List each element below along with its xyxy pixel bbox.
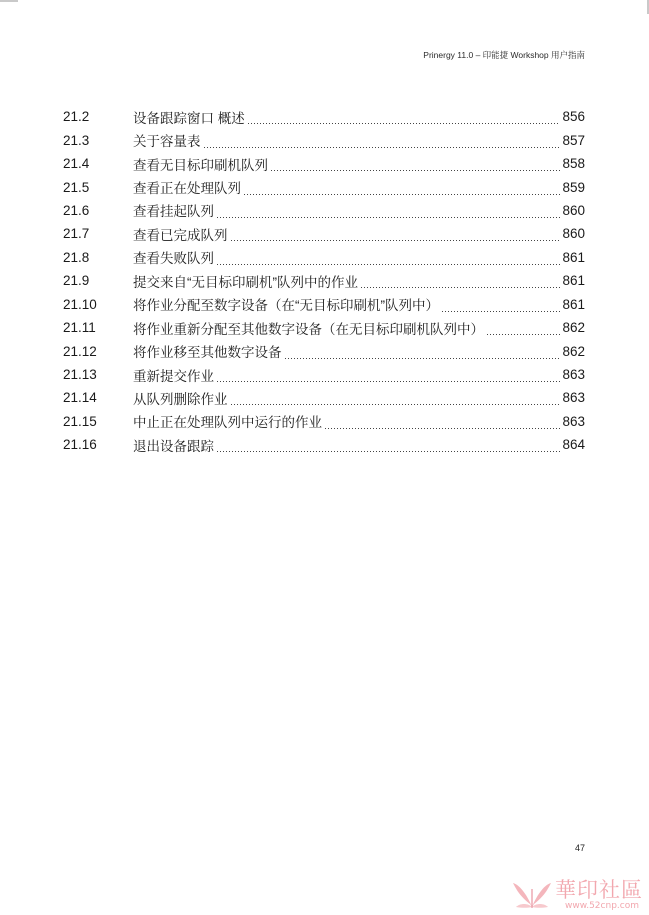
toc-entry-number: 21.5 [63, 179, 90, 195]
toc-dot-leader [284, 347, 561, 360]
toc-dot-leader [243, 183, 560, 196]
toc-entry-title[interactable]: 将作业重新分配至其他数字设备（在无目标印刷机队列中） [133, 321, 484, 337]
toc-entry-number: 21.3 [63, 132, 90, 148]
toc-entry-title[interactable]: 关于容量表 [133, 134, 201, 150]
toc-entry-page[interactable]: 858 [562, 156, 585, 172]
toc-entry[interactable] [63, 410, 585, 433]
toc-entry-number: 21.12 [63, 343, 97, 359]
toc-entry-page[interactable]: 862 [562, 320, 585, 336]
toc-entry-page[interactable]: 860 [562, 202, 585, 218]
toc-entry-number: 21.9 [63, 273, 90, 289]
toc-entry[interactable] [63, 222, 585, 245]
toc-entry-number: 21.7 [63, 226, 90, 242]
toc-dot-leader [486, 323, 560, 336]
toc-entry-title[interactable]: 退出设备跟踪 [133, 438, 214, 454]
crop-mark-top-left [0, 0, 18, 2]
toc-entry-page[interactable]: 863 [562, 413, 585, 429]
toc-entry-title[interactable]: 从队列删除作业 [133, 391, 228, 407]
toc-dot-leader [203, 136, 561, 149]
toc-dot-leader [230, 229, 561, 242]
toc-entry-title[interactable]: 将作业分配至数字设备（在“无目标印刷机”队列中） [133, 298, 439, 314]
toc-entry[interactable] [63, 433, 585, 456]
toc-entry-number: 21.13 [63, 367, 97, 383]
toc-entry[interactable] [63, 339, 585, 362]
toc-entry-page[interactable]: 862 [562, 343, 585, 359]
toc-entry-number: 21.16 [63, 437, 97, 453]
table-of-contents [63, 105, 585, 457]
toc-entry[interactable] [63, 269, 585, 292]
toc-entry-page[interactable]: 863 [562, 367, 585, 383]
toc-dot-leader [230, 393, 561, 406]
toc-entry-page[interactable]: 857 [562, 132, 585, 148]
toc-entry-title[interactable]: 中止正在处理队列中运行的作业 [133, 415, 322, 431]
toc-entry-number: 21.14 [63, 390, 97, 406]
toc-entry[interactable] [63, 128, 585, 151]
toc-dot-leader [270, 159, 560, 172]
toc-entry-title[interactable]: 提交来自“无目标印刷机”队列中的作业 [133, 274, 358, 290]
toc-entry-title[interactable]: 查看挂起队列 [133, 204, 214, 220]
running-header: Prinergy 11.0 – 印能捷 Workshop 用户指南 [423, 50, 585, 60]
toc-entry-number: 21.4 [63, 156, 90, 172]
toc-entry-number: 21.6 [63, 202, 90, 218]
toc-dot-leader [216, 206, 560, 219]
toc-entry-title[interactable]: 查看无目标印刷机队列 [133, 157, 268, 173]
toc-entry-number: 21.15 [63, 413, 97, 429]
watermark-text: 華印社區 [555, 878, 643, 902]
toc-entry-number: 21.8 [63, 249, 90, 265]
watermark [511, 877, 643, 911]
toc-entry-page[interactable]: 860 [562, 226, 585, 242]
toc-entry-page[interactable]: 859 [562, 179, 585, 195]
toc-entry-number: 21.10 [63, 296, 97, 312]
toc-entry[interactable] [63, 386, 585, 409]
toc-entry[interactable] [63, 246, 585, 269]
toc-dot-leader [360, 276, 560, 289]
page-number: 47 [574, 843, 585, 853]
toc-entry[interactable] [63, 199, 585, 222]
toc-entry[interactable] [63, 363, 585, 386]
toc-entry-title[interactable]: 查看已完成队列 [133, 227, 228, 243]
toc-entry-title[interactable]: 重新提交作业 [133, 368, 214, 384]
toc-entry-number: 21.2 [63, 109, 90, 125]
toc-entry[interactable] [63, 316, 585, 339]
toc-entry-title[interactable]: 查看正在处理队列 [133, 181, 241, 197]
toc-entry[interactable] [63, 175, 585, 198]
toc-dot-leader [441, 300, 560, 313]
watermark-url: www.52cnp.com [564, 901, 639, 911]
toc-dot-leader [216, 440, 560, 453]
toc-entry-page[interactable]: 856 [562, 109, 585, 125]
toc-entry-page[interactable]: 863 [562, 390, 585, 406]
toc-entry-page[interactable]: 861 [562, 273, 585, 289]
toc-dot-leader [324, 417, 560, 430]
toc-entry-page[interactable]: 861 [562, 249, 585, 265]
toc-entry-title[interactable]: 查看失败队列 [133, 251, 214, 267]
toc-dot-leader [247, 112, 561, 125]
toc-entry[interactable] [63, 105, 585, 128]
toc-entry-number: 21.11 [63, 320, 96, 336]
toc-entry-title[interactable]: 将作业移至其他数字设备 [133, 345, 282, 361]
toc-entry-title[interactable]: 设备跟踪窗口 概述 [133, 110, 245, 126]
toc-entry-page[interactable]: 861 [562, 296, 585, 312]
toc-entry[interactable] [63, 152, 585, 175]
toc-dot-leader [216, 253, 560, 266]
toc-dot-leader [216, 370, 560, 383]
toc-entry-page[interactable]: 864 [562, 437, 585, 453]
toc-entry[interactable] [63, 293, 585, 316]
butterfly-logo-icon [511, 877, 553, 911]
